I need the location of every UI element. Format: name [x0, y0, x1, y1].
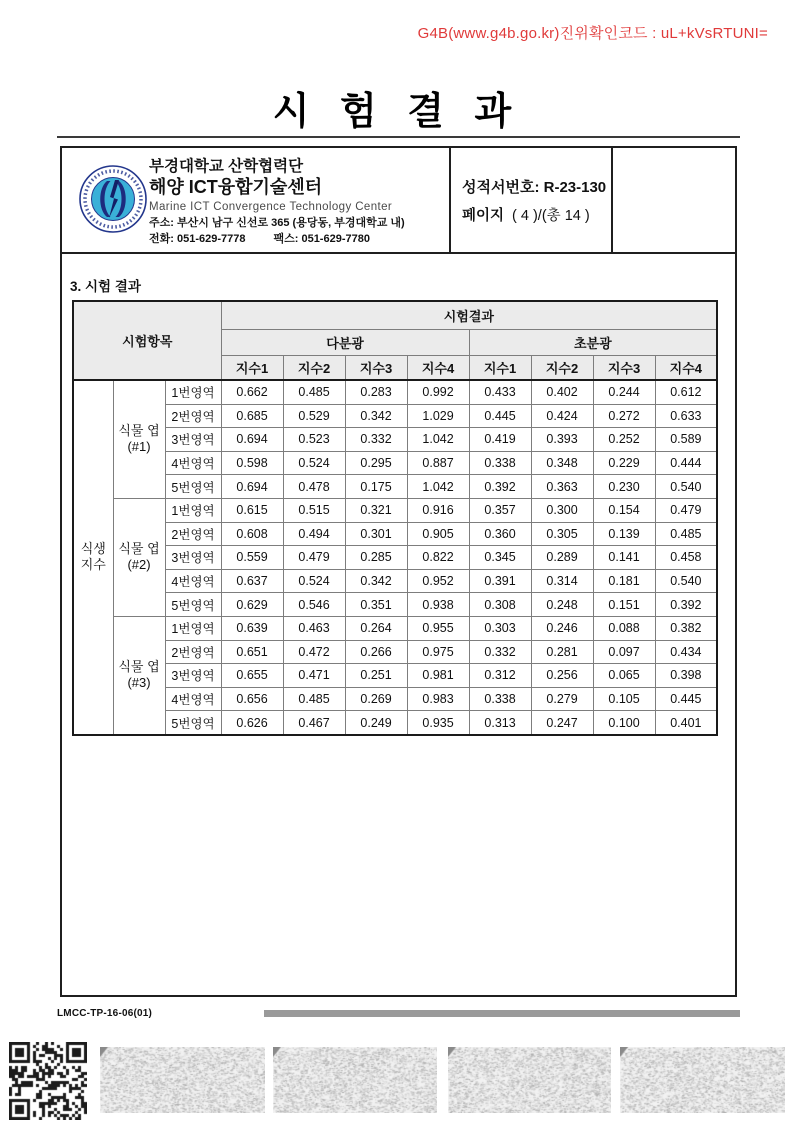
org-address: 주소: 부산시 남구 신선로 365 (용당동, 부경대학교 내): [149, 217, 405, 230]
letterhead-report-section: [451, 148, 613, 252]
area-label-cell: 5번영역: [165, 593, 221, 617]
area-label-cell: 2번영역: [165, 640, 221, 664]
area-label-cell: 1번영역: [165, 380, 221, 404]
area-label-cell: 2번영역: [165, 522, 221, 546]
value-cell: 0.478: [283, 475, 345, 499]
value-cell: 0.264: [345, 616, 407, 640]
value-cell: 0.105: [593, 687, 655, 711]
value-cell: 0.983: [407, 687, 469, 711]
table-row: [73, 428, 717, 452]
value-cell: 0.424: [531, 404, 593, 428]
value-cell: 0.822: [407, 546, 469, 570]
table-row: [73, 616, 717, 640]
table-row: [73, 404, 717, 428]
column-header-index2: 지수2: [531, 356, 593, 381]
value-cell: 0.303: [469, 616, 531, 640]
value-cell: 0.181: [593, 569, 655, 593]
value-cell: 0.485: [655, 522, 717, 546]
value-cell: 0.348: [531, 451, 593, 475]
table-row: [73, 687, 717, 711]
value-cell: 1.042: [407, 428, 469, 452]
university-logo-icon: [78, 164, 148, 234]
value-cell: 0.229: [593, 451, 655, 475]
value-cell: 0.419: [469, 428, 531, 452]
value-cell: 0.485: [283, 380, 345, 404]
table-row: [73, 546, 717, 570]
value-cell: 0.463: [283, 616, 345, 640]
value-cell: 0.285: [345, 546, 407, 570]
area-label-cell: 4번영역: [165, 451, 221, 475]
value-cell: 0.629: [221, 593, 283, 617]
title-divider: [57, 136, 740, 138]
table-row: [73, 593, 717, 617]
value-cell: 0.305: [531, 522, 593, 546]
value-cell: 0.402: [531, 380, 593, 404]
value-cell: 0.269: [345, 687, 407, 711]
page-title: 시 험 결 과: [272, 91, 522, 133]
letterhead-empty-section: [613, 148, 735, 252]
document-code: LMCC-TP-16-06(01): [57, 1008, 153, 1019]
value-cell: 0.100: [593, 711, 655, 735]
value-cell: 0.916: [407, 498, 469, 522]
table-row: [73, 451, 717, 475]
area-label-cell: 4번영역: [165, 687, 221, 711]
table-header-row: [73, 301, 717, 330]
area-label-cell: 4번영역: [165, 569, 221, 593]
org-phone: 전화: 051-629-7778: [149, 233, 246, 246]
column-header-index4: 지수4: [407, 356, 469, 381]
value-cell: 0.458: [655, 546, 717, 570]
area-label-cell: 5번영역: [165, 475, 221, 499]
value-cell: 0.515: [283, 498, 345, 522]
area-label-cell: 1번영역: [165, 616, 221, 640]
value-cell: 0.295: [345, 451, 407, 475]
value-cell: 0.523: [283, 428, 345, 452]
org-name-line1: 부경대학교 산학협력단: [149, 158, 304, 175]
area-label-cell: 3번영역: [165, 546, 221, 570]
value-cell: 0.612: [655, 380, 717, 404]
column-header-index1: 지수1: [221, 356, 283, 381]
area-label-cell: 3번영역: [165, 664, 221, 688]
value-cell: 0.279: [531, 687, 593, 711]
value-cell: 0.338: [469, 451, 531, 475]
value-cell: 0.308: [469, 593, 531, 617]
value-cell: 0.139: [593, 522, 655, 546]
value-cell: 0.485: [283, 687, 345, 711]
value-cell: 0.615: [221, 498, 283, 522]
results-table-body: [73, 380, 717, 735]
value-cell: 0.301: [345, 522, 407, 546]
value-cell: 0.608: [221, 522, 283, 546]
value-cell: 0.694: [221, 475, 283, 499]
table-row: [73, 569, 717, 593]
value-cell: 0.230: [593, 475, 655, 499]
value-cell: 0.398: [655, 664, 717, 688]
value-cell: 0.332: [345, 428, 407, 452]
value-cell: 0.246: [531, 616, 593, 640]
value-cell: 0.401: [655, 711, 717, 735]
table-row: [73, 711, 717, 735]
value-cell: 0.151: [593, 593, 655, 617]
column-header-index4: 지수4: [655, 356, 717, 381]
barcode-noise-block: [100, 1047, 265, 1113]
value-cell: 0.175: [345, 475, 407, 499]
value-cell: 0.391: [469, 569, 531, 593]
value-cell: 0.524: [283, 451, 345, 475]
value-cell: 0.444: [655, 451, 717, 475]
value-cell: 0.887: [407, 451, 469, 475]
value-cell: 0.433: [469, 380, 531, 404]
barcode-noise-block: [448, 1047, 611, 1113]
value-cell: 0.938: [407, 593, 469, 617]
value-cell: 0.637: [221, 569, 283, 593]
value-cell: 0.694: [221, 428, 283, 452]
value-cell: 1.042: [407, 475, 469, 499]
value-cell: 0.524: [283, 569, 345, 593]
report-number: 성적서번호: R-23-130: [462, 178, 607, 196]
qr-code-icon: [9, 1042, 87, 1120]
value-cell: 0.300: [531, 498, 593, 522]
content-box: [60, 146, 737, 997]
value-cell: 0.382: [655, 616, 717, 640]
table-row: [73, 498, 717, 522]
value-cell: 0.363: [531, 475, 593, 499]
area-label-cell: 3번영역: [165, 428, 221, 452]
value-cell: 0.289: [531, 546, 593, 570]
value-cell: 0.244: [593, 380, 655, 404]
row-group-plant-leaf: 식물 엽 (#1): [113, 380, 165, 498]
value-cell: 0.445: [655, 687, 717, 711]
column-header-index3: 지수3: [345, 356, 407, 381]
footer-bar: [264, 1010, 740, 1017]
org-name-line2: 해양 ICT융합기술센터: [149, 177, 323, 198]
value-cell: 0.256: [531, 664, 593, 688]
value-cell: 0.546: [283, 593, 345, 617]
value-cell: 0.345: [469, 546, 531, 570]
table-row: [73, 380, 717, 404]
value-cell: 0.494: [283, 522, 345, 546]
value-cell: 0.097: [593, 640, 655, 664]
value-cell: 0.598: [221, 451, 283, 475]
column-header-multispectral: 다분광: [221, 330, 469, 356]
value-cell: 0.479: [283, 546, 345, 570]
results-table: [72, 300, 718, 736]
column-header-result: 시험결과: [221, 301, 717, 330]
column-header-item: 시험항목: [73, 301, 221, 380]
value-cell: 0.065: [593, 664, 655, 688]
value-cell: 0.338: [469, 687, 531, 711]
letterhead: [62, 148, 735, 254]
value-cell: 0.313: [469, 711, 531, 735]
value-cell: 0.312: [469, 664, 531, 688]
value-cell: 0.656: [221, 687, 283, 711]
value-cell: 0.281: [531, 640, 593, 664]
page-number: [462, 204, 611, 225]
value-cell: 0.655: [221, 664, 283, 688]
value-cell: 0.248: [531, 593, 593, 617]
value-cell: 0.981: [407, 664, 469, 688]
value-cell: 0.251: [345, 664, 407, 688]
value-cell: 0.342: [345, 404, 407, 428]
value-cell: 0.351: [345, 593, 407, 617]
org-name-english: Marine ICT Convergence Technology Center: [149, 200, 393, 213]
value-cell: 0.529: [283, 404, 345, 428]
value-cell: 0.266: [345, 640, 407, 664]
value-cell: 0.314: [531, 569, 593, 593]
barcode-noise-block: [273, 1047, 437, 1113]
value-cell: 0.633: [655, 404, 717, 428]
value-cell: 0.685: [221, 404, 283, 428]
value-cell: 0.905: [407, 522, 469, 546]
column-header-index2: 지수2: [283, 356, 345, 381]
letterhead-org-section: [62, 148, 451, 252]
column-header-index3: 지수3: [593, 356, 655, 381]
value-cell: 0.471: [283, 664, 345, 688]
value-cell: 0.252: [593, 428, 655, 452]
value-cell: 1.029: [407, 404, 469, 428]
column-header-hyperspectral: 초분광: [469, 330, 717, 356]
area-label-cell: 5번영역: [165, 711, 221, 735]
value-cell: 0.332: [469, 640, 531, 664]
value-cell: 0.626: [221, 711, 283, 735]
table-row: [73, 475, 717, 499]
row-group-vegetation-index: 식생 지수: [73, 380, 113, 735]
row-group-plant-leaf: 식물 엽 (#3): [113, 616, 165, 734]
value-cell: 0.272: [593, 404, 655, 428]
table-row: [73, 522, 717, 546]
value-cell: 0.342: [345, 569, 407, 593]
section-heading: 3. 시험 결과: [70, 279, 141, 294]
value-cell: 0.360: [469, 522, 531, 546]
value-cell: 0.540: [655, 475, 717, 499]
value-cell: 0.651: [221, 640, 283, 664]
value-cell: 0.247: [531, 711, 593, 735]
area-label-cell: 2번영역: [165, 404, 221, 428]
value-cell: 0.321: [345, 498, 407, 522]
value-cell: 0.392: [469, 475, 531, 499]
value-cell: 0.283: [345, 380, 407, 404]
value-cell: 0.639: [221, 616, 283, 640]
barcode-noise-block: [620, 1047, 785, 1113]
column-header-index1: 지수1: [469, 356, 531, 381]
value-cell: 0.992: [407, 380, 469, 404]
value-cell: 0.392: [655, 593, 717, 617]
value-cell: 0.935: [407, 711, 469, 735]
value-cell: 0.467: [283, 711, 345, 735]
org-fax: 팩스: 051-629-7780: [273, 233, 370, 246]
org-info: [149, 158, 405, 246]
value-cell: 0.141: [593, 546, 655, 570]
value-cell: 0.445: [469, 404, 531, 428]
value-cell: 0.559: [221, 546, 283, 570]
table-row: [73, 664, 717, 688]
value-cell: 0.472: [283, 640, 345, 664]
value-cell: 0.249: [345, 711, 407, 735]
value-cell: 0.154: [593, 498, 655, 522]
g4b-verification-text: G4B(www.g4b.go.kr)진위확인코드 : uL+kVsRTUNI=: [417, 25, 768, 42]
value-cell: 0.589: [655, 428, 717, 452]
table-row: [73, 640, 717, 664]
value-cell: 0.393: [531, 428, 593, 452]
value-cell: 0.952: [407, 569, 469, 593]
page-value: ( 4 )/(총 14 ): [512, 207, 590, 224]
value-cell: 0.088: [593, 616, 655, 640]
value-cell: 0.955: [407, 616, 469, 640]
value-cell: 0.479: [655, 498, 717, 522]
area-label-cell: 1번영역: [165, 498, 221, 522]
value-cell: 0.540: [655, 569, 717, 593]
org-contact: [149, 233, 405, 246]
row-group-plant-leaf: 식물 엽 (#2): [113, 498, 165, 616]
value-cell: 0.434: [655, 640, 717, 664]
value-cell: 0.357: [469, 498, 531, 522]
value-cell: 0.662: [221, 380, 283, 404]
value-cell: 0.975: [407, 640, 469, 664]
page-label: 페이지: [462, 207, 505, 224]
